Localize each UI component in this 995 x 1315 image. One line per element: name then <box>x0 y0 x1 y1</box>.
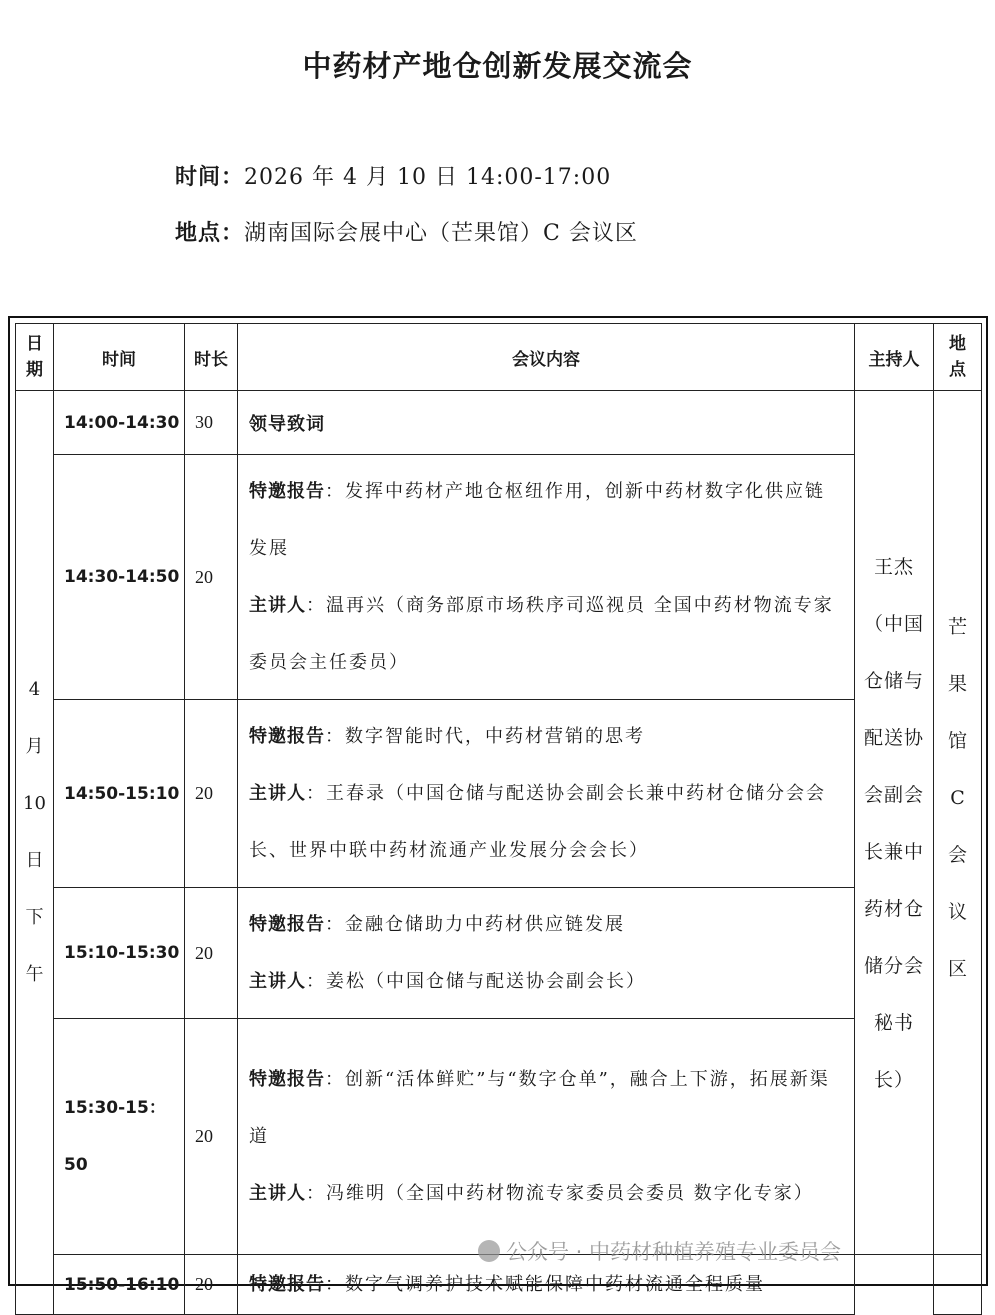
table-row <box>16 700 982 888</box>
row-time: 15:30-15：50 <box>54 1019 185 1255</box>
place-value: 湖南国际会展中心（芒果馆）C 会议区 <box>244 221 638 246</box>
row-duration: 20 <box>185 700 238 888</box>
date-cell: 4 月 10 日 下 午 <box>16 391 54 1315</box>
row-content: 特邀报告：创新“活体鲜贮”与“数字仓单”，融合上下游，拓展新渠道 主讲人：冯维明（全国中药材物流专家委员会委员 数字化专家） <box>238 1019 855 1255</box>
schedule-table <box>15 323 982 1315</box>
header-date: 日 期 <box>16 324 54 391</box>
page-title: 中药材产地仓创新发展交流会 <box>302 49 693 83</box>
row-time: 14:00-14:30 <box>54 391 185 455</box>
watermark: 公众号 · 中药材种植养殖专业委员会 <box>478 1236 841 1266</box>
row-duration: 30 <box>185 391 238 455</box>
table-row <box>16 888 982 1019</box>
row-content: 领导致词 <box>238 391 855 455</box>
meeting-time <box>175 160 611 191</box>
table-row <box>16 455 982 700</box>
header-place: 地 点 <box>934 324 982 391</box>
header-content: 会议内容 <box>238 324 855 391</box>
time-label: 时间： <box>175 165 245 190</box>
row-content: 特邀报告：数字智能时代，中药材营销的思考 主讲人：王春录（中国仓储与配送协会副会长兼中药材仓储分会会长、世界中联中药材流通产业发展分会会长） <box>238 700 855 888</box>
row-duration: 20 <box>185 1255 238 1315</box>
host-cell: 王杰 （中国 仓储与 配送协 会副会 长兼中 药材仓 储分会 秘书 长） <box>855 391 934 1255</box>
row-content: 特邀报告：金融仓储助力中药材供应链发展 主讲人：姜松（中国仓储与配送协会副会长） <box>238 888 855 1019</box>
table-row <box>16 1019 982 1255</box>
host-cell-continued <box>855 1255 934 1315</box>
meeting-place <box>175 216 638 247</box>
place-cell-continued <box>934 1255 982 1315</box>
row-content: 特邀报告：发挥中药材产地仓枢纽作用，创新中药材数字化供应链发展 主讲人：温再兴（商务部原市场秩序司巡视员 全国中药材物流专家委员会主任委员） <box>238 455 855 700</box>
table-row <box>16 391 982 455</box>
place-label: 地点： <box>175 221 245 246</box>
wechat-icon <box>478 1240 500 1262</box>
row-duration: 20 <box>185 1019 238 1255</box>
row-time: 14:30-14:50 <box>54 455 185 700</box>
row-time: 15:10-15:30 <box>54 888 185 1019</box>
row-duration: 20 <box>185 455 238 700</box>
time-value: 2026 年 4 月 10 日 14:00-17:00 <box>244 165 612 190</box>
table-header-row <box>16 324 982 391</box>
row-time: 14:50-15:10 <box>54 700 185 888</box>
row-duration: 20 <box>185 888 238 1019</box>
place-cell: 芒 果 馆 C 会 议 区 <box>934 391 982 1255</box>
header-duration: 时长 <box>185 324 238 391</box>
header-host: 主持人 <box>855 324 934 391</box>
row-content: 特邀报告：数字气调养护技术赋能保障中药材流通全程质量 <box>238 1255 855 1315</box>
row-time: 15:50-16:10 <box>54 1255 185 1315</box>
header-time: 时间 <box>54 324 185 391</box>
